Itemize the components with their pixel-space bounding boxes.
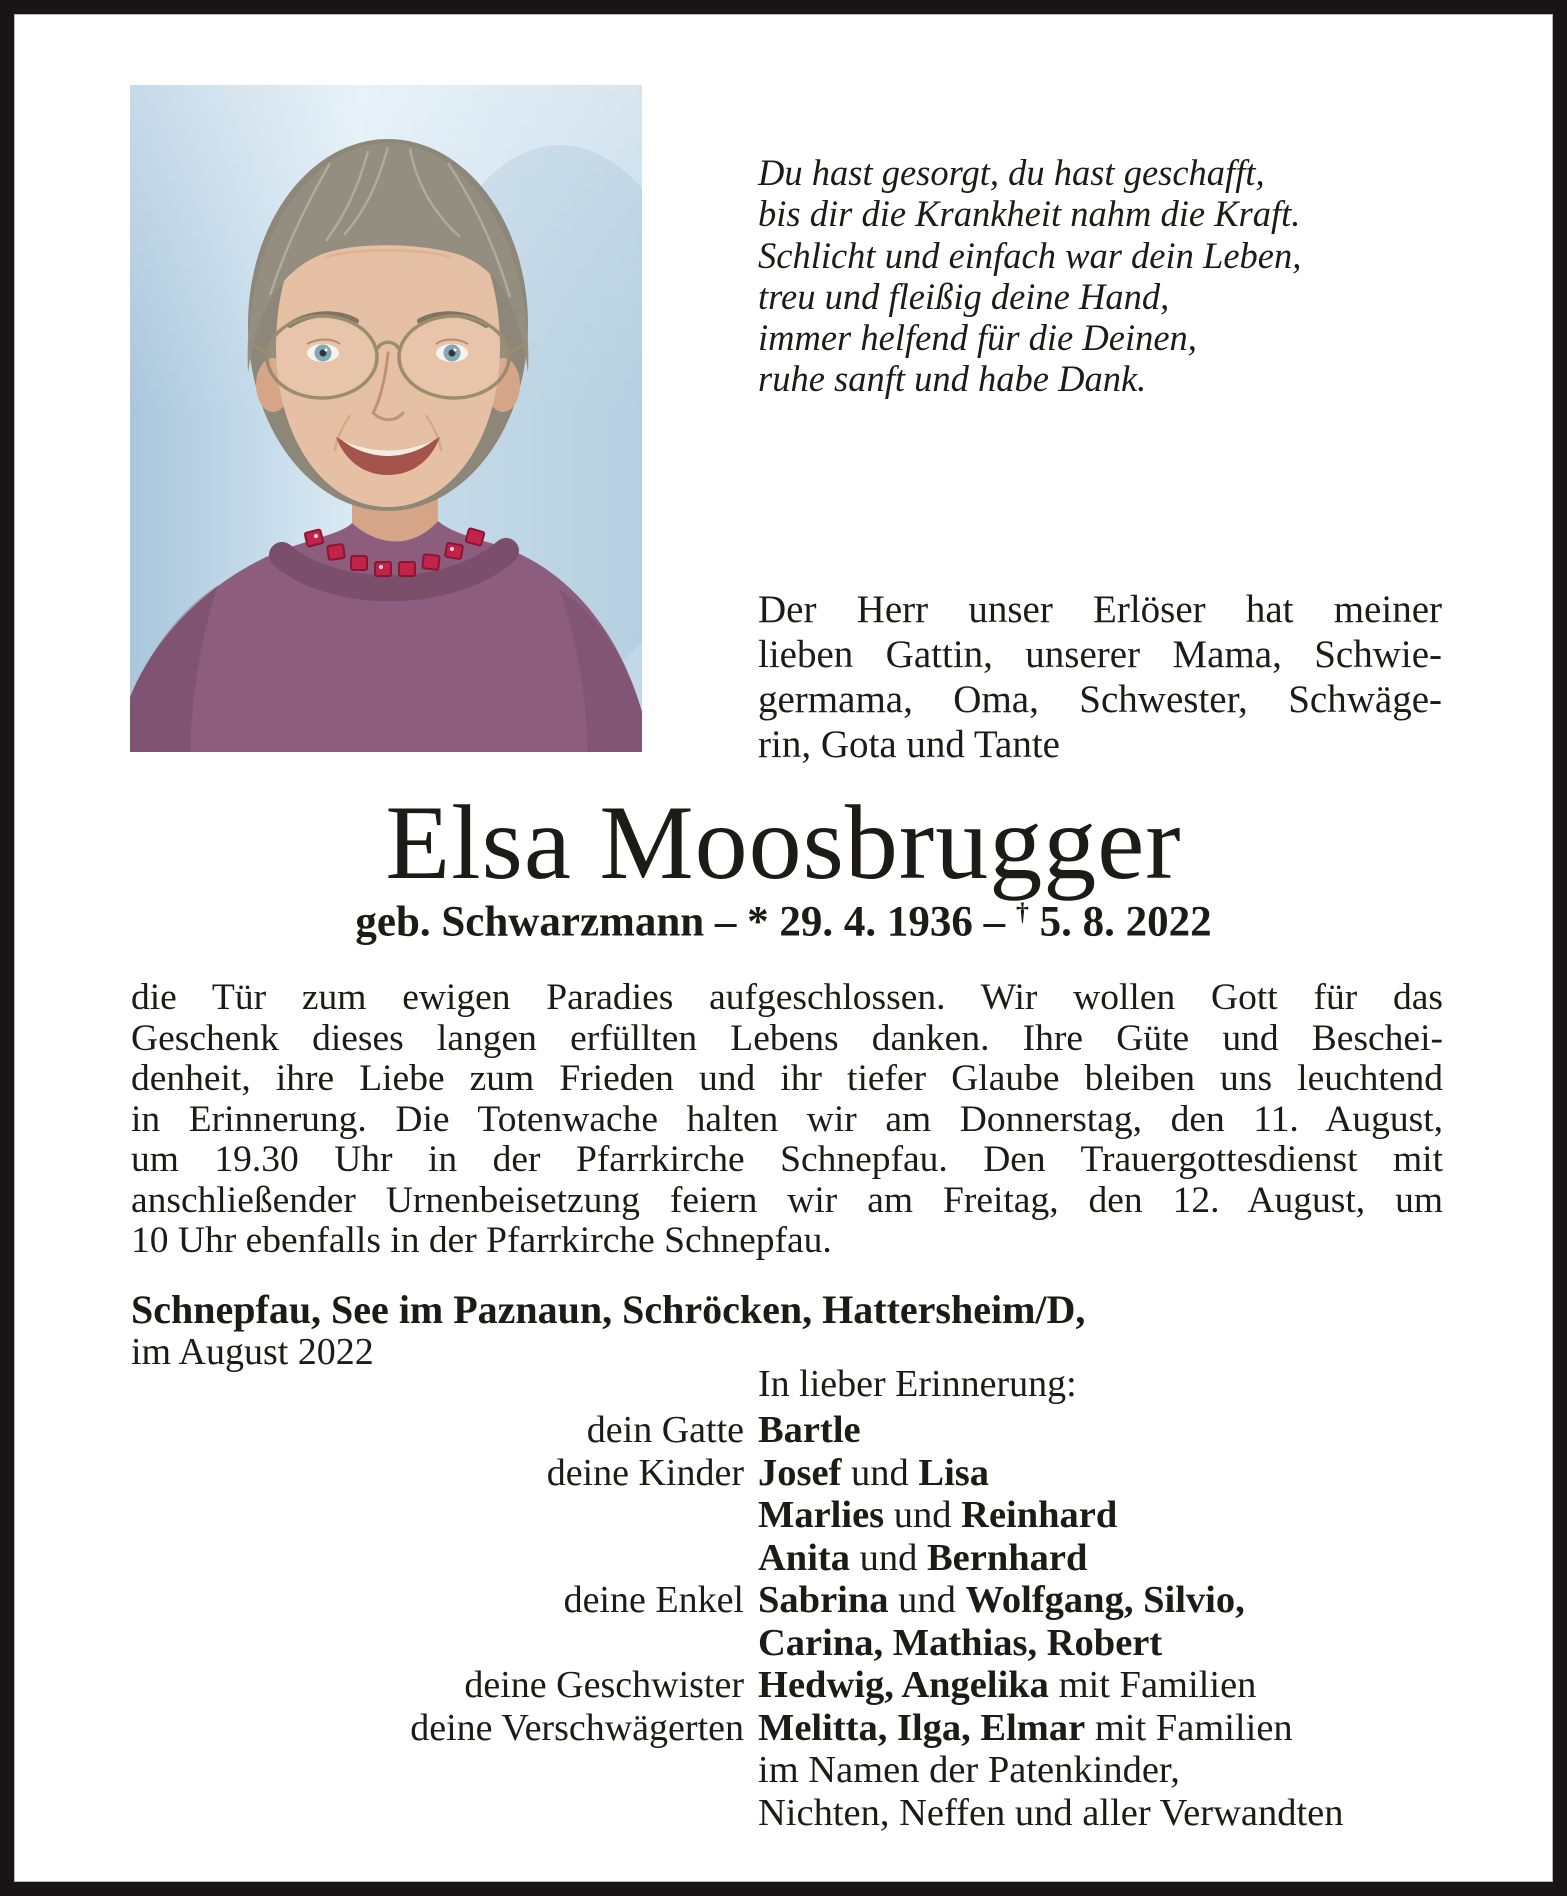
relation-label: deine Verschwägerten <box>410 1706 744 1749</box>
relation-label <box>14 1749 744 1792</box>
name-regular: und <box>884 1494 962 1536</box>
text-line: rin, Gota und Tante <box>758 723 1060 766</box>
remembrance-row <box>14 1537 1553 1580</box>
relative-names <box>758 1494 1553 1537</box>
name-bold: Bartle <box>758 1409 861 1451</box>
remembrance-row <box>14 1452 1553 1495</box>
name-bold: Anita <box>758 1536 850 1579</box>
intro-paragraph <box>758 587 1442 767</box>
deceased-name: Elsa Moosbrugger <box>385 784 1182 901</box>
name-bold: Hedwig, Angelika <box>758 1664 1049 1706</box>
family-list <box>14 1409 1553 1834</box>
text-line: denheit, ihre Liebe zum Frieden und ihr tiefer Glaube bleiben uns leuchtend <box>131 1058 1443 1099</box>
relation-label: deine Kinder <box>546 1451 744 1494</box>
name-regular: Nichten, Neffen und aller Verwandten <box>758 1791 1344 1834</box>
name-regular: mit Familien <box>1048 1664 1257 1706</box>
name-bold: Marlies <box>758 1494 885 1536</box>
name-bold: Wolfgang, Silvio, <box>965 1579 1245 1621</box>
relation-label: deine Enkel <box>563 1579 744 1621</box>
name-bold: Josef <box>758 1451 842 1494</box>
name-regular: und <box>841 1451 919 1494</box>
maiden-name-dates <box>14 898 1553 946</box>
obituary-page <box>14 14 1553 1882</box>
relation-label <box>14 1494 744 1537</box>
relation-label: dein Gatte <box>586 1409 744 1451</box>
name-bold: Carina, Mathias, Robert <box>758 1621 1163 1664</box>
relative-names <box>758 1792 1553 1835</box>
text-line: lieben Gattin, unserer Mama, Schwie- <box>758 633 1442 676</box>
text-line: in Erinnerung. Die Totenwache halten wir am Donnerstag, den 11. August, <box>131 1098 1443 1140</box>
relation-label <box>14 1622 744 1665</box>
name-bold: Sabrina <box>758 1579 889 1621</box>
remembrance-row <box>14 1622 1553 1665</box>
remembrance-row <box>14 1707 1553 1750</box>
name-regular: im Namen der Patenkinder, <box>758 1749 1180 1791</box>
relative-names <box>758 1707 1553 1750</box>
portrait-photo <box>130 85 642 752</box>
relative-names <box>758 1452 1553 1495</box>
relative-names <box>758 1749 1553 1792</box>
relative-names <box>758 1409 1553 1452</box>
places-line: Schnepfau, See im Paznaun, Schröcken, Hattersheim/D, <box>131 1287 1086 1332</box>
name-regular: und <box>849 1536 927 1579</box>
name-regular: und <box>888 1579 966 1621</box>
relative-names <box>758 1622 1553 1665</box>
text-line: Schlicht und einfach war dein Leben, <box>758 234 1302 276</box>
death-date: 5. 8. 2022 <box>1028 898 1212 946</box>
name-bold: Melitta, Ilga, Elmar <box>758 1706 1086 1749</box>
remembrance-row <box>14 1579 1553 1622</box>
text-line: Der Herr unser Erlöser hat meiner <box>758 588 1442 631</box>
relation-label: deine Geschwister <box>464 1664 744 1706</box>
remembrance-row <box>14 1409 1553 1452</box>
relation-label <box>14 1792 744 1835</box>
name-bold: Bernhard <box>926 1536 1088 1579</box>
memorial-poem <box>758 152 1430 400</box>
remembrance-row <box>14 1749 1553 1792</box>
died-symbol: † <box>1015 897 1029 926</box>
remembrance-heading: In lieber Erinnerung: <box>758 1363 1077 1405</box>
text-line: Geschenk dieses langen erfüllten Lebens danken. Ihre Güte und Beschei- <box>131 1017 1443 1059</box>
relative-names <box>758 1579 1553 1622</box>
relation-label <box>14 1537 744 1580</box>
remembrance-row <box>14 1494 1553 1537</box>
text-line: ruhe sanft und habe Dank. <box>758 358 1147 400</box>
announcement-paragraph <box>131 978 1443 1262</box>
name-regular: mit Familien <box>1085 1706 1293 1749</box>
text-line: immer helfend für die Deinen, <box>758 317 1197 359</box>
text-line: bis dir die Krankheit nahm die Kraft. <box>758 193 1301 235</box>
text-line: germama, Oma, Schwester, Schwäge- <box>758 678 1442 721</box>
date-line: im August 2022 <box>131 1331 374 1373</box>
text-line: um 19.30 Uhr in der Pfarrkirche Schnepfau. Den Trauergottesdienst mit <box>131 1139 1443 1180</box>
text-line: anschließender Urnenbeisetzung feiern wir am Freitag, den 12. August, um <box>131 1179 1443 1221</box>
text-line: 10 Uhr ebenfalls in der Pfarrkirche Schnepfau. <box>131 1220 832 1261</box>
name-bold: Reinhard <box>961 1494 1118 1536</box>
text-line: die Tür zum ewigen Paradies aufgeschlossen. Wir wollen Gott für das <box>131 977 1443 1018</box>
relative-names <box>758 1664 1553 1707</box>
text-line: Du hast gesorgt, du hast geschafft, <box>758 152 1265 193</box>
portrait-illustration <box>130 85 642 752</box>
name-bold: Lisa <box>918 1451 990 1494</box>
relative-names <box>758 1537 1553 1580</box>
maiden-name-and-birth: geb. Schwarzmann – * 29. 4. 1936 – <box>355 898 1016 946</box>
remembrance-row <box>14 1664 1553 1707</box>
text-line: treu und fleißig deine Hand, <box>758 275 1170 317</box>
remembrance-row <box>14 1792 1553 1835</box>
